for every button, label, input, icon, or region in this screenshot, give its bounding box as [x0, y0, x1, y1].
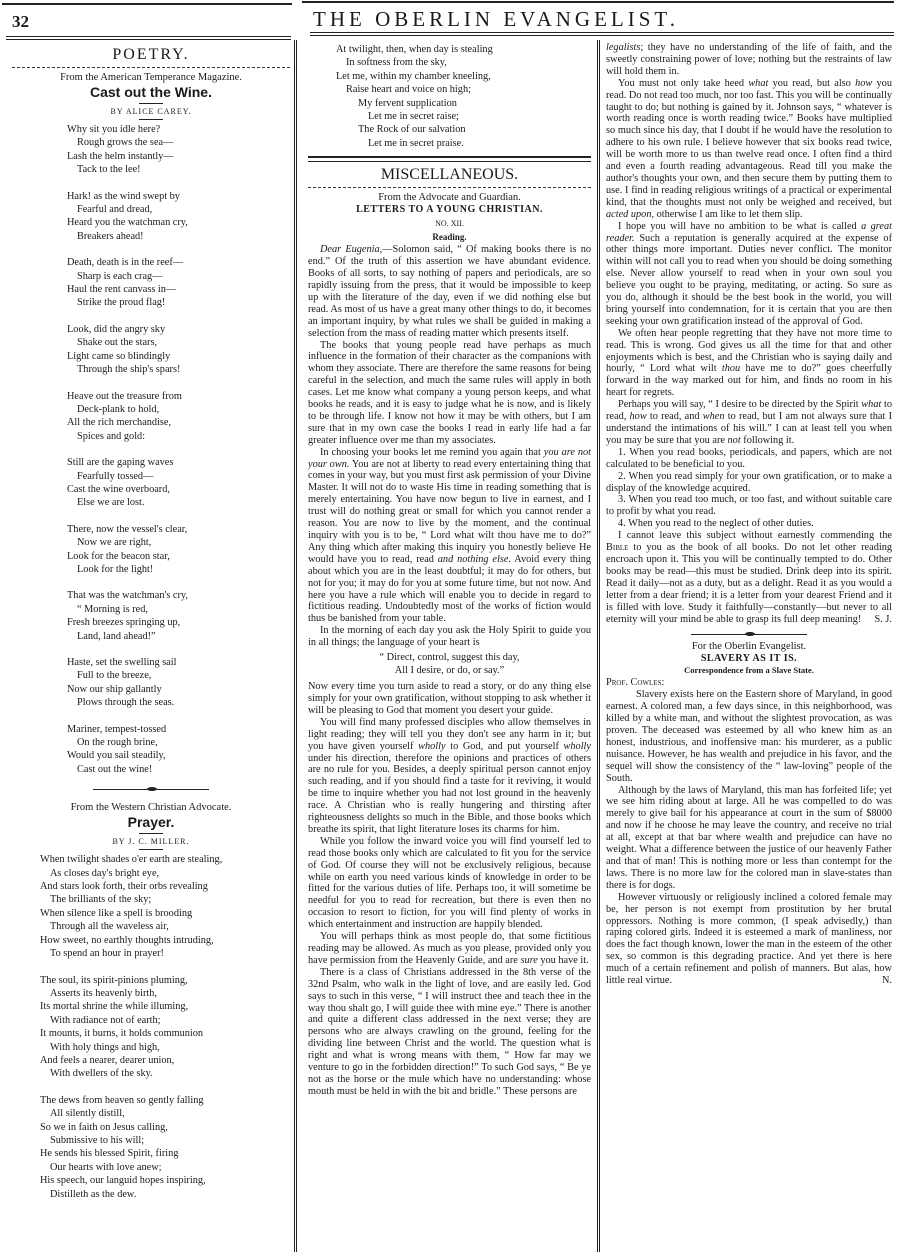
header-rule-right: [310, 32, 894, 33]
paragraph-text: to read, and: [646, 411, 703, 423]
stanza: [67, 256, 290, 310]
poem-line: When twilight shades o'er earth are stealing,: [40, 854, 223, 866]
poem-cast-out-the-wine: [12, 123, 290, 776]
column-rule-1: [294, 40, 297, 1252]
poem-line: Fearfully tossed—: [77, 470, 154, 482]
poem-line: With holy things and high,: [50, 1041, 160, 1053]
page-number: 32: [12, 12, 29, 31]
paragraph: While you follow the inward voice you will find yourself led to read those books only which are calculated to fit you for the service of God. Of course they will not be exclusively religious, because while on earth you need various kinds of knowledge in order to be fitted for the various duties of life. Perhaps too, it will sometime be needful for you to read for recreation, but there is even then no occasion to resort to fiction, for you will find plenty of works in which entertainment and instruction are happily blended.: [308, 835, 591, 931]
paragraph-text: have me to do?” goes cheerfully forward in the way marked out for him, and finds no room in his heart for regrets.: [606, 363, 892, 399]
stanza: [67, 390, 290, 444]
stanza: [40, 974, 290, 1081]
paragraph: [308, 931, 591, 967]
poem-line: Still are the gaping waves: [67, 457, 174, 469]
letters-source: From the Advocate and Guardian.: [378, 192, 521, 204]
poem-line: Full to the breeze,: [77, 670, 152, 682]
poem-line: Look for the light!: [77, 563, 154, 575]
poem-line: To spend an hour in prayer!: [50, 948, 164, 960]
ornament-rule: [93, 789, 209, 790]
paragraph: Now every time you turn aside to read a story, or do any thing else simply for your own gratification, without stopping to ask whether it will be pleasing to God that moment you desert your guide.: [308, 681, 591, 716]
stanza: [67, 723, 290, 777]
paragraph: [606, 530, 892, 625]
paragraph-text: to you as the book of all books. Do not let other reading encroach upon it. This you will be continually tempted to do. Other books may be read—this must be studied. Drink deep into its spirit. Read it daily—not as a duty, but as a delight. Read it as you would a letter from a dear friend; it is a letter from your dearest Friend and it is filled with love. Study it faithfully—constantly—but never to all eternity will your mind be able to grasp its full deep meaning!: [606, 542, 892, 625]
poem-line: With radiance not of earth;: [50, 1014, 161, 1026]
signature: S. J.: [874, 613, 892, 625]
short-rule: [139, 849, 163, 850]
poem-line: The soul, its spirit-pinions pluming,: [40, 974, 188, 986]
poem1-source: From the American Temperance Magazine.: [60, 72, 242, 83]
poem-line: Sharp is each crag—: [77, 270, 163, 282]
paragraph: [606, 328, 892, 399]
paragraph: [308, 447, 591, 626]
poem-line: Look for the beacon star,: [67, 550, 170, 562]
emphasis: how: [855, 77, 873, 89]
slavery-body: [606, 677, 892, 987]
poem-line: Strike the proud flag!: [77, 297, 166, 309]
quote-line: All I desire, or do, or say.”: [394, 665, 505, 677]
emphasis: sure: [520, 954, 538, 966]
poem-line: So we in faith on Jesus calling,: [40, 1121, 168, 1133]
poem-line: Plows through the seas.: [77, 697, 175, 709]
emphasis: acted upon,: [606, 208, 655, 220]
stanza: [40, 1094, 290, 1201]
poem-line: Else we are lost.: [77, 497, 145, 509]
letters-body: [308, 244, 591, 1098]
poem1-byline: BY ALICE CAREY.: [110, 107, 192, 116]
poem-line: Spices and gold:: [77, 430, 146, 442]
wavy-rule: [12, 67, 290, 68]
poem-line: As closes day's bright eye,: [50, 867, 160, 879]
poem-line: On the rough brine,: [77, 737, 158, 749]
emphasis: you are not your own.: [308, 446, 591, 470]
poem-line: Tack to the lee!: [77, 164, 141, 176]
stanza: [40, 853, 290, 960]
poem-line: Look, did the angry sky: [67, 323, 166, 335]
emphasis: not: [727, 434, 741, 446]
poem-line: Light came so blindingly: [67, 350, 171, 362]
poem-line: Breakers ahead!: [77, 230, 144, 242]
slavery-source: For the Oberlin Evangelist.: [691, 641, 807, 653]
paragraph: [308, 244, 591, 339]
poem-line: And stars look forth, their orbs revealing: [40, 881, 208, 893]
letters-subtitle: Reading.: [432, 232, 467, 243]
poetry-section-title: POETRY.: [112, 46, 190, 63]
top-rule-left: [2, 3, 292, 5]
paragraph-text: You are not at liberty to read every entertaining thing that comes in your way, but you must first ask permission of your Divine Master. It will not do to waste His time in reading something that is merely entertaining. You have now begun to live in earnest, and I trust will do nothing great or small for which you cannot render a reason. You are now to live by the moment, and the continual inquiry with you is to be, “ Lord what wilt thou have me to do?” Any thing which after making this inquiry you honestly believe He would have you to read, read: [308, 458, 591, 565]
poem-line: Raise heart and voice on high;: [346, 84, 471, 96]
emphasis: wholly: [418, 740, 446, 752]
poem-line: Hark! as the wind swept by: [67, 190, 180, 202]
poem-prayer: [12, 853, 290, 1201]
stanza: [67, 656, 290, 710]
poem-line: The dews from heaven so gently falling: [40, 1094, 204, 1106]
poem-line: Let me in secret raise;: [368, 111, 459, 123]
paragraph-text: Such a reputation is generally acquired at the expense of other things more important. Duties never conflict. The monitor within will not call you to read when you should be doing something else. Never allow yourself to read when in your own soul you believe you ought to be praying, meditating, or acting. So sure as you do, although it should be the best book in the world, you will bring yourself into condemnation, for it is certain that you are then seeking your own gratification instead of the approval of God.: [606, 232, 892, 327]
poem-line: It mounts, it burns, it holds communion: [40, 1028, 204, 1040]
paragraph-text: you have it.: [537, 954, 589, 966]
double-rule: [308, 156, 591, 162]
poem-line: Heard you the watchman cry,: [67, 217, 188, 229]
poem-line: Let me, within my chamber kneeling,: [336, 70, 491, 82]
poem-line: Through the ship's spars!: [77, 364, 181, 376]
poem-line: Now we are right,: [77, 537, 152, 549]
paragraph: [606, 221, 892, 328]
stanza: [336, 43, 591, 150]
salutation: Dear Eugenia,: [320, 244, 383, 256]
paragraph: The books that young people read have perhaps as much influence in the formation of their character as the companions with whom they associate. There are therefore the same reasons for being careful in the selection, and much the same rules will apply in both cases. Let me know what company a young person keeps, and what books he reads, and it is easy to judge what he is now, and is likely to be through life. I know not how it may be with others, but I am sure that in my own case the books I read in early life had a far greater influence over me than my associates.: [308, 339, 591, 446]
stanza: [67, 456, 290, 510]
signature: N.: [881, 975, 892, 987]
emphasis: what: [861, 399, 882, 411]
ornament-rule: [691, 634, 807, 635]
poem-line: At twilight, then, when day is stealing: [336, 44, 493, 55]
list-item: 4. When you read to the neglect of other duties.: [618, 518, 814, 530]
paragraph-text: to read, but I am not always sure that I understand the intimations of his will.” I can at least tell you when you may be sure that you are: [606, 411, 892, 446]
poem-line: Fearful and dread,: [77, 204, 153, 216]
poem-line: Distilleth as the dew.: [50, 1188, 137, 1200]
poem-line: Haste, set the swelling sail: [67, 657, 177, 668]
wavy-rule: [308, 187, 591, 188]
paragraph-text: We often hear people regretting that they have not more time to read. This is wrong. God gives us all the time for that and other enjoyments which is best, and the Christian who is saying daily and hourly, “ Lord what wilt: [606, 327, 892, 375]
paragraph-text: I hope you will have no ambition to be what is called: [618, 220, 862, 232]
letters-number: NO. XII.: [435, 219, 464, 229]
poem-line: Fresh breezes springing up,: [67, 617, 181, 629]
poem-line: Deck-plank to hold,: [77, 403, 160, 415]
emphasis: how: [629, 411, 647, 423]
paragraph-text: You will find many professed disciples who allow themselves in light reading; they will tell you they don't see any harm in it; but you have given yourself: [308, 716, 591, 752]
paragraph: [606, 42, 892, 78]
paragraph-text: —Solomon said, “ Of making books there is no end.” Of the truth of this assertion we have abundant evidence. Books of all sorts, to say nothing of papers and periodicals, are so rapidly issuing from the press, that it would be impossible to keep up with the literature of the day, even if we did nothing else but read. As most of us have a great many other things to do, it becomes an important inquiry, by what rules we shall be guided in making a selection from the mass of reading matter which presents itself.: [308, 244, 591, 339]
stanza: [67, 523, 290, 577]
poem-line: Asserts its heavenly birth,: [50, 987, 157, 999]
poem-line: Through all the waveless air,: [50, 921, 169, 933]
stanza: [67, 123, 290, 177]
poem-line: Shake out the stars,: [77, 337, 158, 349]
paragraph-text: under his direction, therefore the opinions and practices of others are no rule for you. Besides, a deeply spiritual person cannot enjoy such reading, and if you should find a taste for it reviving, it would be time to inquire whether you had not lost ground in the heavenly race. A Christian who is really hungering and thirsting after righteousness delights so much in the Bible, and those books which breathe its spirit, that light literature loses its charms for him.: [308, 752, 591, 835]
stanza: [67, 323, 290, 377]
poem-line: All the rich merchandise,: [67, 417, 172, 429]
poem-line: When silence like a spell is brooding: [40, 907, 193, 919]
poem-line: All silently distill,: [50, 1108, 125, 1120]
poem-line: Cast out the wine!: [77, 763, 153, 775]
poem-line: Our hearts with love anew;: [50, 1161, 162, 1173]
column-middle: [308, 42, 591, 1252]
paragraph: [606, 399, 892, 447]
poem-line: Would you sail steadily,: [67, 750, 166, 762]
poem-line: He sends his blessed Spirit, firing: [40, 1148, 179, 1160]
paragraph-text: ; they have no understanding of the life of faith, and the sweetly constraining power of love; nothing but the restraints of law will hold them in.: [606, 42, 892, 77]
poem-line: Land, land ahead!”: [77, 630, 156, 642]
emphasis: what: [748, 77, 769, 89]
emphasis: legalists: [606, 42, 641, 53]
poem-line: Haul the rent canvass in—: [67, 284, 177, 296]
miscellaneous-section-title: MISCELLANEOUS.: [380, 166, 519, 184]
paragraph: [606, 892, 892, 987]
poem-line: “ Morning is red,: [77, 603, 148, 615]
paragraph-text: Avoid every thing about which you are in the least doubtful; it may do for others, but not for you; it may do for you at some future time, but not now. And here you have a rule which will enable you to decide in regard to fictitious reading. Undoubtedly most of the works of fiction would thus be banished from your table.: [308, 553, 591, 625]
paragraph-text: I cannot leave this subject without earnestly commending the: [618, 530, 892, 542]
letters-title: LETTERS TO A YOUNG CHRISTIAN.: [356, 204, 543, 216]
poem-line: Now our ship gallantly: [67, 683, 162, 695]
poem-line: Rough grows the sea—: [77, 137, 174, 149]
poem-line: The Rock of our salvation: [358, 124, 466, 136]
paragraph-text: You will perhaps think as most people do, that some fictitious reading may be allowed. As much as you please, provided only you have permission from the Heavenly Guide, and are: [308, 931, 591, 966]
salutation: Prof. Cowles:: [606, 677, 665, 689]
column-left: [12, 42, 290, 1252]
slavery-subtitle: Correspondence from a Slave State.: [684, 665, 814, 676]
poem-line: Heave out the treasure from: [67, 390, 182, 402]
poem-line: Cast the wine overboard,: [67, 483, 170, 495]
paragraph: [606, 78, 892, 221]
quote-line: “ Direct, control, suggest this day,: [379, 652, 520, 664]
poem-line: Mariner, tempest-tossed: [67, 723, 167, 735]
slavery-title: SLAVERY AS IT IS.: [700, 653, 798, 665]
paragraph-text: to God, and put yourself: [445, 740, 564, 752]
header-rule-left: [6, 36, 291, 37]
emphasis: wholly: [563, 740, 591, 752]
poem-line: My fervent supplication: [358, 97, 457, 109]
emphasis: when: [702, 411, 725, 423]
poem-line: Lash the helm instantly—: [67, 150, 174, 162]
poem-line: Let me in secret praise.: [368, 137, 464, 149]
column-rule-2: [597, 40, 600, 1252]
poem-line: And feels a nearer, dearer union,: [40, 1054, 175, 1066]
paragraph-text: However virtuously or religiously inclined a colored female may be, her person is not exempt from prostitution by her brutal oppressors. Nothing is more common, (I speak advisedly,) than raping colored girls. Indeed it is esteemed a mark of manliness, nor does the fact though known, lower the man in the esteem of the other sex, so common is this degrading practice. And yet there is here much of a certain refinement and polish of manners. But alas, how little real virtue.: [606, 891, 892, 987]
list-item: 3. When you read too much, or too fast, and without suitable care to profit by what you read.: [606, 494, 892, 518]
emphasis: and nothing else.: [437, 553, 511, 565]
poem-line: The brilliants of the sky;: [50, 894, 152, 906]
paragraph: Slavery exists here on the Eastern shore of Maryland, in good earnest. A colored man, a few days since, in this neighborhood, was killed by a white man, and without the slightest provocation, as was proven. The deceased was esteemed by all who knew him as an honest, industrious, and inoffensive man: his murderer, as a public nuisance. However, he has wealth and prejudice in his favor, and the sequel will show the consistency of the “ law-loving” people of the South.: [606, 689, 892, 784]
stanza: [67, 589, 290, 643]
poem-line: Submissive to his will;: [50, 1134, 145, 1146]
poem-line: His speech, our languid hopes inspiring,: [40, 1175, 206, 1187]
top-rule-right: [302, 1, 894, 3]
paragraph-text: otherwise I am like to let them slip.: [654, 208, 803, 220]
masthead: THE OBERLIN EVANGELIST.: [313, 7, 679, 31]
paragraph: Although by the laws of Maryland, this man has forfeited life; yet we see him riding about at large. All he was compelled to do was merely to give bail for his appearance at court in the sum of $8000 and now if he choose he may leave the country, and receive no trial at all, except at that bar where wealth and prejudice can have no weight. What a difference between the justice of our heavenly Father and that of man! This is nothing more or less than contempt for the laws. There is no more law for the colored man in slave-states than there is for dogs.: [606, 784, 892, 891]
poem-line: Its mortal shrine the while illuming,: [40, 1001, 189, 1013]
paragraph: [308, 967, 591, 1098]
short-rule: [139, 833, 163, 834]
poem-line: In softness from the sky,: [346, 57, 447, 69]
poem-line: Death, death is in the reef—: [67, 257, 184, 269]
paragraph-text: you read. Do not read too much, nor too fast. This you will be continually taught to do; but nothing is gained by it. Johnson says, “ whatever is worth reading once is worth reading twice.” Books have multiplied so much since his day, that I doubt if he would have the resolution to adhere to his own rule. I believe however that six books read twice, will be worth more to us than twelve read once. I often find a third and even a fourth reading advantageous. Read till you make the author's thoughts your own, and then secure them by putting them to use. I find in reading religious writings of a practical or experimental kind, that the thoughts must not only be weighed and received, but: [606, 77, 892, 208]
poem-line: That was the watchman's cry,: [67, 590, 188, 602]
short-rule: [139, 119, 163, 120]
emphasis: thou: [721, 363, 741, 375]
stanza: [67, 190, 290, 244]
list-item: 2. When you read simply for your own gratification, or to make a display of the knowledge acquired.: [606, 470, 892, 494]
paragraph-text: You must not only take heed: [618, 77, 749, 89]
list-item: 1. When you read books, periodicals, and papers, which are not calculated to be beneficial to you.: [606, 446, 892, 470]
poem-line: How sweet, no earthly thoughts intruding,: [40, 934, 214, 946]
paragraph: In the morning of each day you ask the Holy Spirit to guide you in all things; the language of your heart is: [308, 625, 591, 649]
poem-line: With dwellers of the sky.: [50, 1068, 153, 1080]
letters-body-continued: [606, 42, 892, 625]
paragraph-text: to read,: [606, 399, 892, 423]
paragraph-text: Perhaps you will say, “ I desire to be directed by the Spirit: [618, 399, 862, 411]
short-rule: [139, 103, 163, 104]
poem2-byline: BY J. C. MILLER.: [112, 837, 190, 847]
poem2-source: From the Western Christian Advocate.: [70, 802, 232, 814]
paragraph-text: following it.: [740, 434, 795, 446]
bible-small-caps: Bible: [606, 542, 629, 554]
paragraph: [308, 717, 591, 836]
poem2-title: Prayer.: [127, 814, 175, 831]
emphasis: a great reader.: [606, 220, 892, 244]
header-rule-left-2: [6, 39, 291, 40]
paragraph-text: you read, but also: [768, 77, 856, 89]
poem-line: There, now the vessel's clear,: [67, 523, 188, 535]
paragraph-text: There is a class of Christians addressed in the 8th verse of the 32nd Psalm, who walk in the light of love, and are easily led. God says to such in this verse, “ I will instruct thee and teach thee in the way thou shalt go, I will guide thee with mine eye.” There is another and quite a different class addressed in the next verse; they are persons who are always crawling on the ground, feeling for the dividing line between Christ and the world. The question what is right and what is wrong means with them, “ How far may we venture to go in the forbidden direction!” To such God says, “ Be ye not as the horse or the mule which have no understanding: whose mouth must be held in with the bit and bridle.” These persons are: [308, 966, 591, 1097]
paragraph-text: In choosing your books let me remind you again that: [320, 446, 544, 458]
column-right: [606, 42, 892, 1252]
poem1-title: Cast out the Wine.: [90, 84, 212, 100]
header-rule-right-2: [310, 35, 894, 36]
poem-line: Why sit you idle here?: [67, 124, 161, 135]
poem-prayer-continued: [308, 43, 591, 150]
